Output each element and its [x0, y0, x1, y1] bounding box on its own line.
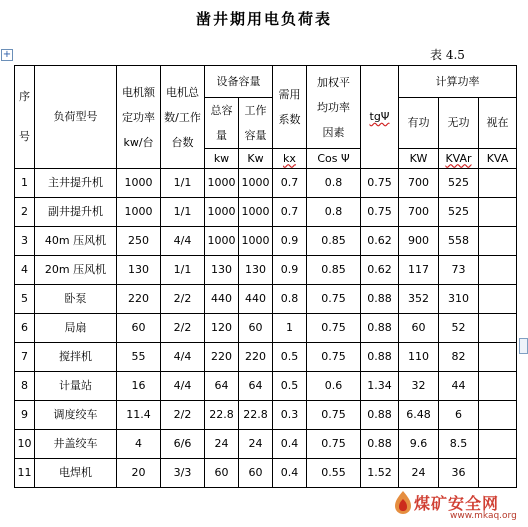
cell-count: 1/1 — [161, 169, 205, 198]
table-row — [15, 401, 517, 430]
cell-count: 3/3 — [161, 459, 205, 488]
cell-no: 2 — [15, 198, 35, 227]
table-row — [15, 227, 517, 256]
cell-kx: 0.9 — [273, 227, 307, 256]
cell-tg: 0.88 — [361, 401, 399, 430]
cell-cos: 0.85 — [307, 256, 361, 285]
cell-work: 440 — [239, 285, 273, 314]
cell-apparent — [479, 285, 517, 314]
cell-cos: 0.75 — [307, 430, 361, 459]
cell-reactive: 36 — [439, 459, 479, 488]
cell-name: 井盖绞车 — [35, 430, 117, 459]
header-active: 有功 — [399, 98, 439, 149]
cell-count: 6/6 — [161, 430, 205, 459]
cell-count: 4/4 — [161, 227, 205, 256]
cell-no: 5 — [15, 285, 35, 314]
cell-rated: 1000 — [117, 198, 161, 227]
cell-rated: 4 — [117, 430, 161, 459]
cell-name: 20m 压风机 — [35, 256, 117, 285]
unit-pf: Cos Ψ — [307, 149, 361, 169]
cell-reactive: 8.5 — [439, 430, 479, 459]
cell-total: 120 — [205, 314, 239, 343]
cell-total: 1000 — [205, 198, 239, 227]
cell-apparent — [479, 459, 517, 488]
load-table — [14, 65, 517, 488]
header-reactive: 无功 — [439, 98, 479, 149]
cell-name: 卧泵 — [35, 285, 117, 314]
cell-work: 1000 — [239, 198, 273, 227]
cell-reactive: 44 — [439, 372, 479, 401]
table-row — [15, 459, 517, 488]
watermark-url: www.mkaq.org — [450, 511, 517, 521]
table-anchor-plus-icon[interactable]: + — [2, 49, 12, 60]
cell-count: 2/2 — [161, 401, 205, 430]
cell-cos: 0.75 — [307, 314, 361, 343]
cell-reactive: 73 — [439, 256, 479, 285]
table-row — [15, 256, 517, 285]
cell-kx: 0.4 — [273, 430, 307, 459]
cell-count: 4/4 — [161, 372, 205, 401]
cell-cos: 0.75 — [307, 401, 361, 430]
cell-reactive: 82 — [439, 343, 479, 372]
cell-rated: 16 — [117, 372, 161, 401]
cell-cos: 0.8 — [307, 198, 361, 227]
cell-no: 3 — [15, 227, 35, 256]
watermark — [392, 487, 526, 525]
cell-total: 1000 — [205, 227, 239, 256]
unit-demand: kx — [273, 149, 307, 169]
header-demand-coef: 需用 系数 — [273, 66, 307, 149]
header-capacity-group: 设备容量 — [205, 66, 273, 98]
cell-no: 1 — [15, 169, 35, 198]
cell-no: 6 — [15, 314, 35, 343]
cell-tg: 0.75 — [361, 169, 399, 198]
cell-cos: 0.6 — [307, 372, 361, 401]
unit-total-capacity: kw — [205, 149, 239, 169]
cell-rated: 60 — [117, 314, 161, 343]
cell-rated: 130 — [117, 256, 161, 285]
cell-no: 4 — [15, 256, 35, 285]
cell-active: 24 — [399, 459, 439, 488]
cell-kx: 1 — [273, 314, 307, 343]
cell-active: 32 — [399, 372, 439, 401]
cell-work: 60 — [239, 314, 273, 343]
cell-kx: 0.5 — [273, 372, 307, 401]
cell-name: 40m 压风机 — [35, 227, 117, 256]
header-work-capacity: 工作 容量 — [239, 98, 273, 149]
cell-apparent — [479, 314, 517, 343]
cell-cos: 0.75 — [307, 343, 361, 372]
cell-work: 220 — [239, 343, 273, 372]
cell-tg: 0.88 — [361, 314, 399, 343]
cell-total: 1000 — [205, 169, 239, 198]
cell-kx: 0.9 — [273, 256, 307, 285]
cell-rated: 55 — [117, 343, 161, 372]
cell-tg: 0.75 — [361, 198, 399, 227]
cell-count: 2/2 — [161, 285, 205, 314]
cell-total: 440 — [205, 285, 239, 314]
cell-total: 220 — [205, 343, 239, 372]
table-row — [15, 169, 517, 198]
cell-no: 9 — [15, 401, 35, 430]
cell-name: 调度绞车 — [35, 401, 117, 430]
cell-count: 4/4 — [161, 343, 205, 372]
cell-reactive: 310 — [439, 285, 479, 314]
cell-total: 130 — [205, 256, 239, 285]
cell-apparent — [479, 227, 517, 256]
cell-cos: 0.75 — [307, 285, 361, 314]
cell-name: 副井提升机 — [35, 198, 117, 227]
cell-no: 8 — [15, 372, 35, 401]
cell-rated: 1000 — [117, 169, 161, 198]
cell-no: 11 — [15, 459, 35, 488]
cell-tg: 1.52 — [361, 459, 399, 488]
header-motor-count: 电机总 数/工作 台数 — [161, 66, 205, 169]
cell-apparent — [479, 372, 517, 401]
cell-count: 1/1 — [161, 198, 205, 227]
cell-apparent — [479, 430, 517, 459]
cell-active: 700 — [399, 198, 439, 227]
cell-active: 9.6 — [399, 430, 439, 459]
table-row — [15, 198, 517, 227]
cell-work: 60 — [239, 459, 273, 488]
cell-work: 22.8 — [239, 401, 273, 430]
cell-kx: 0.3 — [273, 401, 307, 430]
unit-work-capacity: Kw — [239, 149, 273, 169]
cell-kx: 0.4 — [273, 459, 307, 488]
watermark-name: 煤矿安全网 — [414, 494, 500, 513]
cell-tg: 1.34 — [361, 372, 399, 401]
table-row — [15, 314, 517, 343]
header-apparent: 视在 — [479, 98, 517, 149]
coal-mine-logo-icon — [392, 489, 414, 515]
cell-apparent — [479, 401, 517, 430]
cell-apparent — [479, 169, 517, 198]
cell-kx: 0.7 — [273, 198, 307, 227]
cell-work: 1000 — [239, 227, 273, 256]
unit-apparent: KVA — [479, 149, 517, 169]
cell-kx: 0.7 — [273, 169, 307, 198]
table-row — [15, 372, 517, 401]
cell-total: 60 — [205, 459, 239, 488]
cell-name: 主井提升机 — [35, 169, 117, 198]
header-seq: 序 号 — [15, 66, 35, 169]
cell-apparent — [479, 198, 517, 227]
cell-total: 22.8 — [205, 401, 239, 430]
cell-apparent — [479, 343, 517, 372]
cell-reactive: 525 — [439, 169, 479, 198]
cell-work: 64 — [239, 372, 273, 401]
cell-total: 64 — [205, 372, 239, 401]
table-number: 表 4.5 — [430, 48, 465, 62]
header-weighted-pf: 加权平 均功率 因素 — [307, 66, 361, 149]
cell-no: 10 — [15, 430, 35, 459]
cell-name: 局扇 — [35, 314, 117, 343]
cell-cos: 0.55 — [307, 459, 361, 488]
cell-name: 计量站 — [35, 372, 117, 401]
table-row — [15, 343, 517, 372]
header-rated-power: 电机额 定功率 kw/台 — [117, 66, 161, 169]
cell-no: 7 — [15, 343, 35, 372]
table-row — [15, 430, 517, 459]
resize-handle[interactable] — [519, 338, 528, 354]
header-tg: tgΨ — [361, 66, 399, 169]
unit-reactive: KVAr — [439, 149, 479, 169]
cell-work: 1000 — [239, 169, 273, 198]
header-total-capacity: 总容 量 — [205, 98, 239, 149]
cell-cos: 0.85 — [307, 227, 361, 256]
cell-rated: 250 — [117, 227, 161, 256]
cell-active: 352 — [399, 285, 439, 314]
cell-active: 117 — [399, 256, 439, 285]
cell-work: 130 — [239, 256, 273, 285]
cell-reactive: 6 — [439, 401, 479, 430]
cell-tg: 0.62 — [361, 227, 399, 256]
cell-active: 700 — [399, 169, 439, 198]
cell-kx: 0.8 — [273, 285, 307, 314]
cell-reactive: 52 — [439, 314, 479, 343]
table-row — [15, 285, 517, 314]
cell-apparent — [479, 256, 517, 285]
cell-tg: 0.62 — [361, 256, 399, 285]
cell-work: 24 — [239, 430, 273, 459]
cell-tg: 0.88 — [361, 430, 399, 459]
cell-count: 2/2 — [161, 314, 205, 343]
cell-count: 1/1 — [161, 256, 205, 285]
cell-active: 110 — [399, 343, 439, 372]
cell-tg: 0.88 — [361, 285, 399, 314]
header-calc-group: 计算功率 — [399, 66, 517, 98]
cell-name: 搅拌机 — [35, 343, 117, 372]
cell-reactive: 558 — [439, 227, 479, 256]
page-title: 凿井期用电负荷表 — [195, 10, 332, 28]
cell-reactive: 525 — [439, 198, 479, 227]
cell-rated: 20 — [117, 459, 161, 488]
cell-total: 24 — [205, 430, 239, 459]
cell-active: 60 — [399, 314, 439, 343]
cell-active: 6.48 — [399, 401, 439, 430]
unit-active: KW — [399, 149, 439, 169]
cell-rated: 11.4 — [117, 401, 161, 430]
cell-kx: 0.5 — [273, 343, 307, 372]
cell-tg: 0.88 — [361, 343, 399, 372]
cell-name: 电焊机 — [35, 459, 117, 488]
header-load-type: 负荷型号 — [35, 66, 117, 169]
cell-cos: 0.8 — [307, 169, 361, 198]
cell-rated: 220 — [117, 285, 161, 314]
cell-active: 900 — [399, 227, 439, 256]
